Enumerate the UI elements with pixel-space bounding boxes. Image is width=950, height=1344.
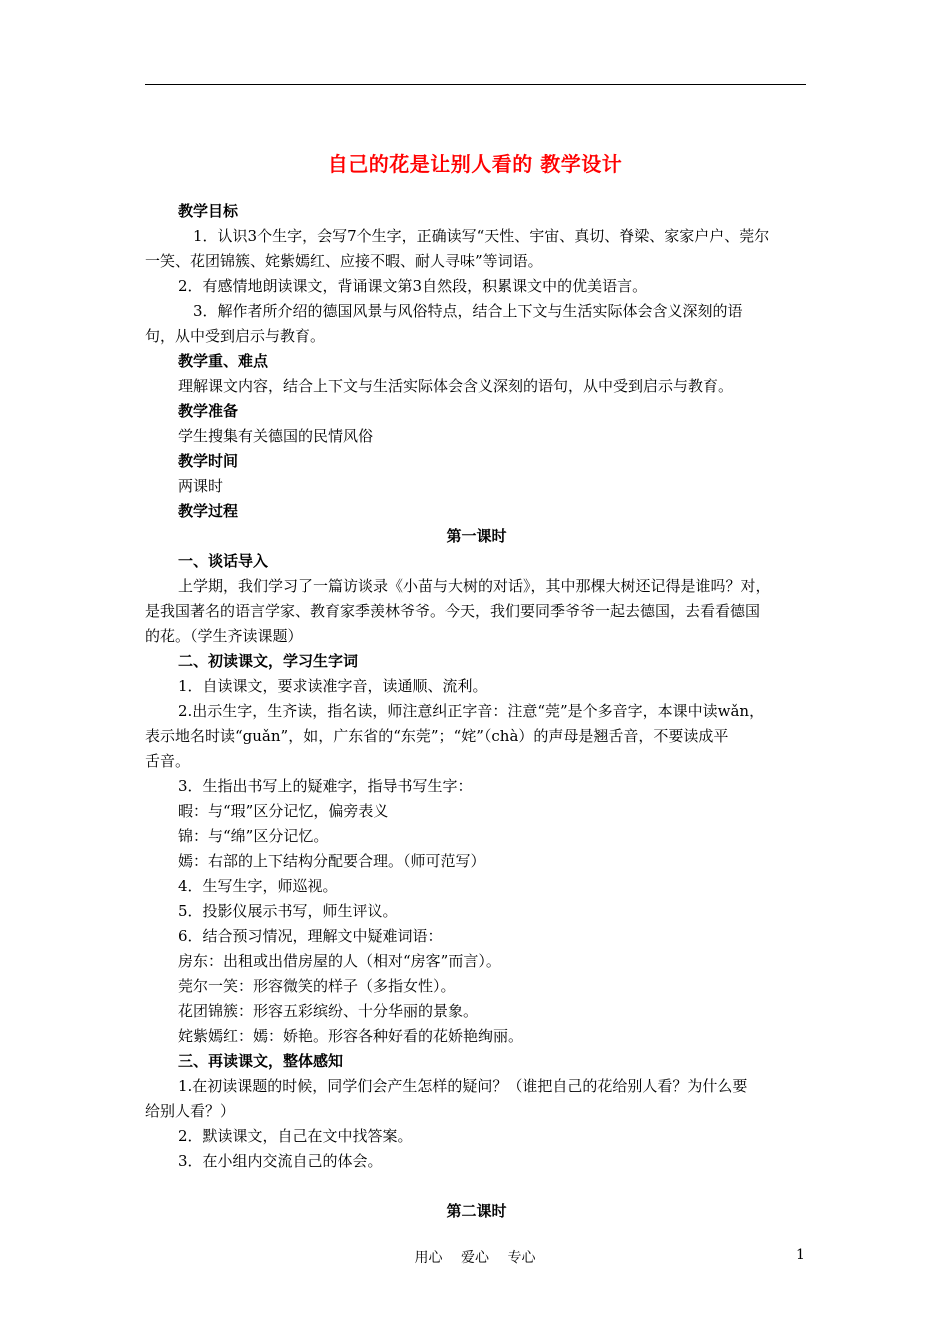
part-2-item-3a: 暇：与“瑕”区分记忆，偏旁表义 xyxy=(178,802,389,820)
part-3-item-1-line-1: 1.在初读课题的时候，同学们会产生怎样的疑问？（谁把自己的花给别人看？为什么要 xyxy=(178,1077,748,1095)
part-2-item-2-line-2: 表示地名时读“guǎn”，如，广东省的“东莞”；“姹”（chà）的声母是翘舌音，不要读成平 xyxy=(145,727,729,745)
part-2-item-3b: 锦：与“绵”区分记忆。 xyxy=(178,827,329,845)
time-text: 两课时 xyxy=(178,477,224,495)
part-2-heading: 二、初读课文，学习生字词 xyxy=(178,652,359,670)
goal-2: 2．有感情地朗读课文，背诵课文第3自然段，积累课文中的优美语言。 xyxy=(178,277,648,295)
goal-1-line-2: 一笑、花团锦簇、姹紫嫣红、应接不暇、耐人寻味”等词语。 xyxy=(145,252,543,270)
part-2-item-2-line-3: 舌音。 xyxy=(145,752,191,770)
part-3-heading: 三、再读课文，整体感知 xyxy=(178,1052,344,1070)
preparation-text: 学生搜集有关德国的民情风俗 xyxy=(178,427,374,445)
part-2-item-3c: 嫣：右部的上下结构分配要合理。（师可范写） xyxy=(178,852,486,870)
lesson-1-heading: 第一课时 xyxy=(446,527,507,545)
goal-3-line-2: 句，从中受到启示与教育。 xyxy=(145,327,326,345)
heading-time: 教学时间 xyxy=(178,452,239,470)
key-points-text: 理解课文内容，结合上下文与生活实际体会含义深刻的语句，从中受到启示与教育。 xyxy=(178,377,734,395)
part-1-line-2: 是我国著名的语言学家、教育家季羡林爷爷。今天，我们要同季爷爷一起去德国，去看看德国 xyxy=(145,602,761,620)
page-number: 1 xyxy=(796,1247,805,1263)
goal-1-line-1: 1．认识3个生字，会写7个生字，正确读写“天性、宇宙、真切、脊梁、家家户户、莞尔 xyxy=(193,227,770,245)
part-2-item-3: 3．生指出书写上的疑难字，指导书写生字： xyxy=(178,777,473,795)
heading-preparation: 教学准备 xyxy=(178,402,239,420)
part-2-item-5: 5．投影仪展示书写，师生评议。 xyxy=(178,902,398,920)
footer-motto: 用心 爱心 专心 xyxy=(414,1250,536,1266)
document-body xyxy=(145,199,808,1224)
part-2-item-4: 4．生写生字，师巡视。 xyxy=(178,877,338,895)
part-2-item-6c: 花团锦簇：形容五彩缤纷、十分华丽的景象。 xyxy=(178,1002,479,1020)
part-2-item-6b: 莞尔一笑：形容微笑的样子（多指女性）。 xyxy=(178,977,456,995)
part-1-line-3: 的花。（学生齐读课题） xyxy=(145,627,303,645)
goal-3-line-1: 3．解作者所介绍的德国风景与风俗特点，结合上下文与生活实际体会含义深刻的语 xyxy=(193,302,743,320)
document-title: 自己的花是让别人看的 教学设计 xyxy=(327,152,623,176)
part-2-item-6: 6．结合预习情况，理解文中疑难词语： xyxy=(178,927,443,945)
heading-goals: 教学目标 xyxy=(178,202,239,220)
part-2-item-2-line-1: 2.出示生字，生齐读，指名读，师注意纠正字音：注意“莞”是个多音字，本课中读wǎn， xyxy=(178,702,765,720)
header-rule xyxy=(145,84,806,85)
part-2-item-6d: 姹紫嫣红：嫣：娇艳。形容各种好看的花娇艳绚丽。 xyxy=(178,1027,524,1045)
spacer xyxy=(145,1174,808,1199)
heading-process: 教学过程 xyxy=(178,502,239,520)
part-2-item-1: 1．自读课文，要求读准字音，读通顺、流利。 xyxy=(178,677,488,695)
heading-key-points: 教学重、难点 xyxy=(178,352,269,370)
lesson-2-heading: 第二课时 xyxy=(446,1202,507,1220)
part-3-item-2: 2．默读课文，自己在文中找答案。 xyxy=(178,1127,413,1145)
part-1-line-1: 上学期，我们学习了一篇访谈录《小苗与大树的对话》，其中那棵大树还记得是谁吗？对， xyxy=(178,577,771,595)
part-2-item-6a: 房东：出租或出借房屋的人（相对“房客”而言）。 xyxy=(178,952,501,970)
part-3-item-1-line-2: 给别人看？） xyxy=(145,1102,236,1120)
part-3-item-3: 3．在小组内交流自己的体会。 xyxy=(178,1152,383,1170)
part-1-heading: 一、谈话导入 xyxy=(178,552,269,570)
